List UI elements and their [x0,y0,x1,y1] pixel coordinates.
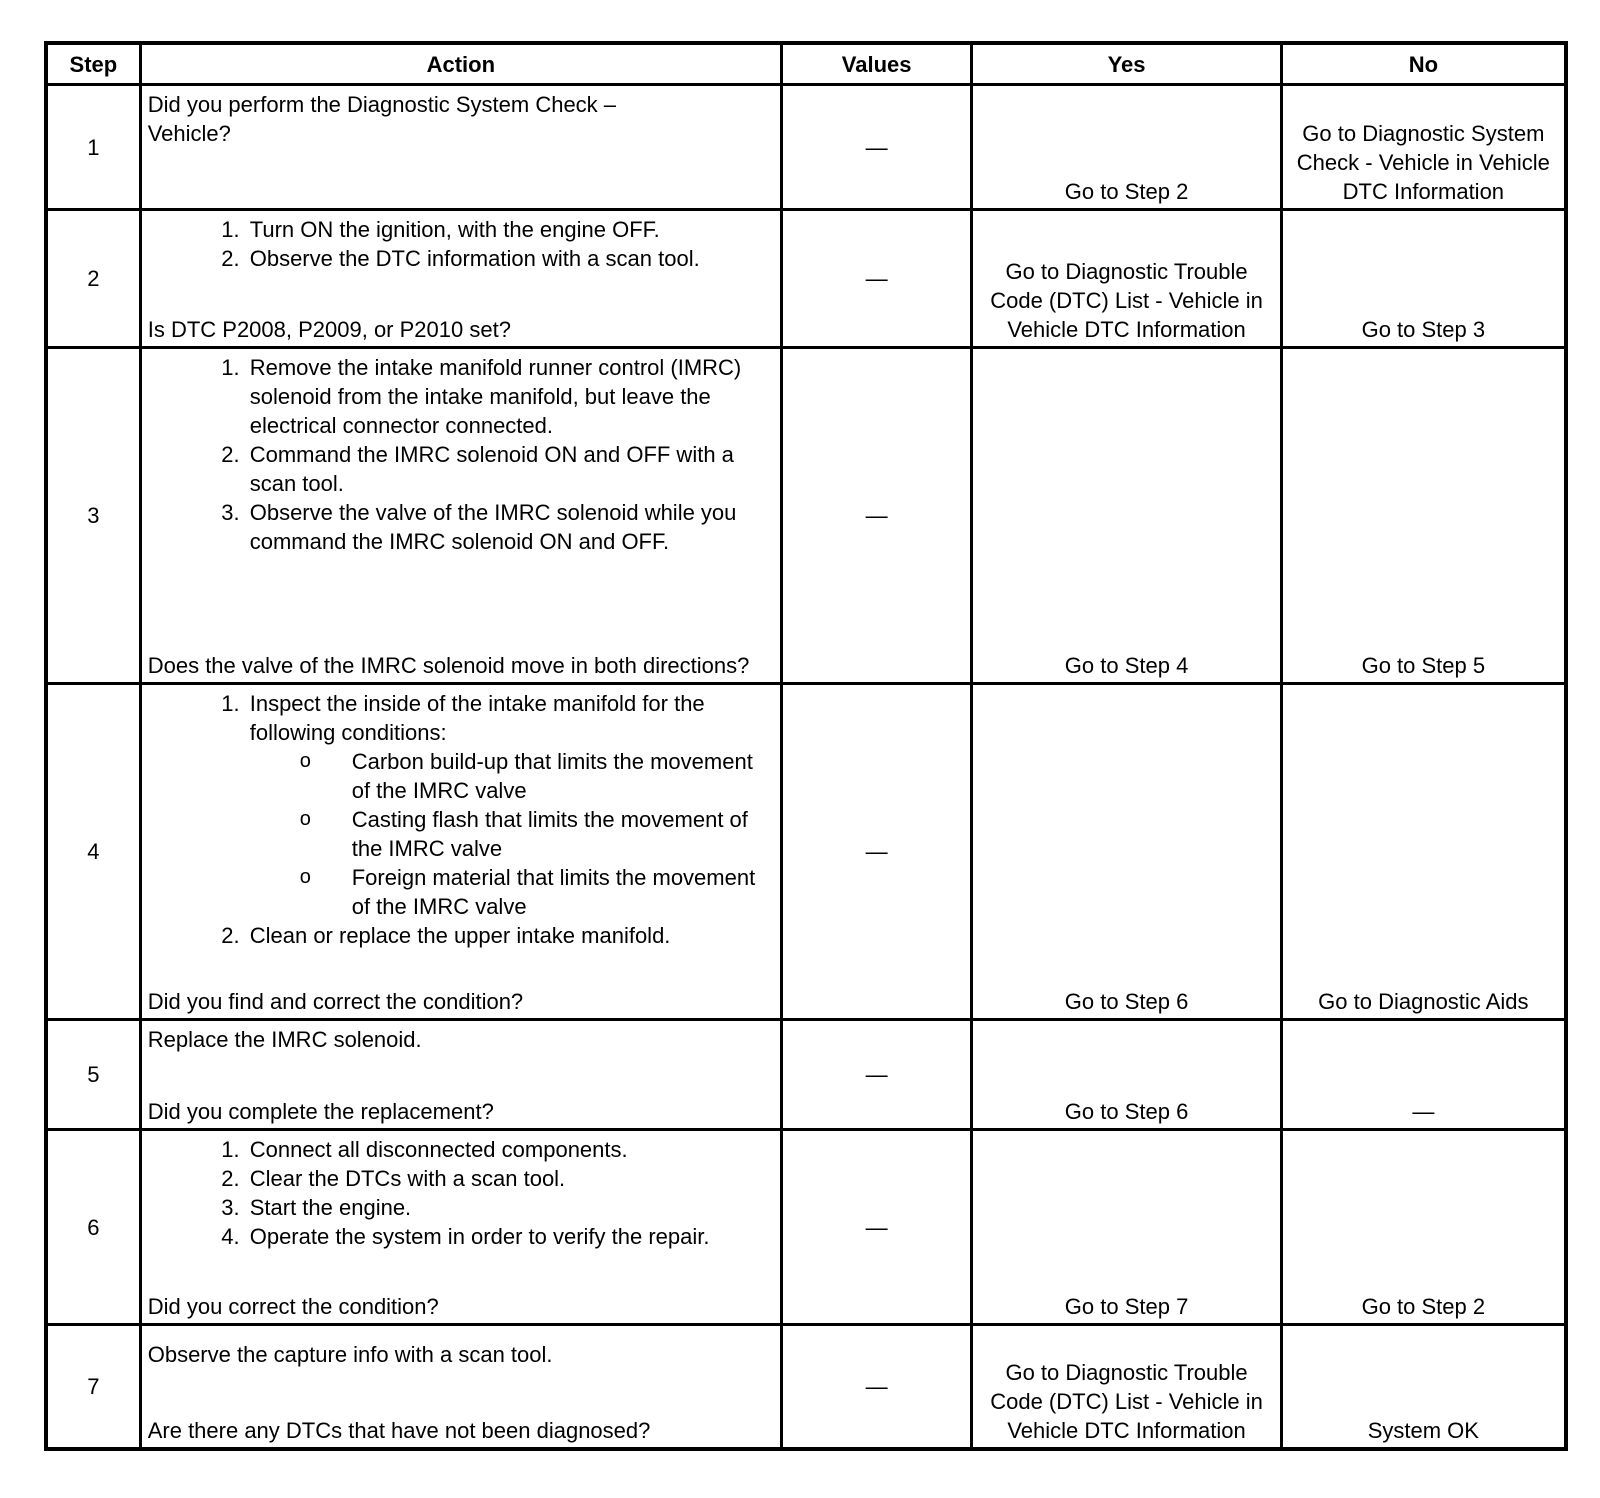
step-number: 1 [46,85,140,210]
list-item: 2. Command the IMRC solenoid ON and OFF with a scan tool. [246,440,774,498]
no-cell: System OK [1281,1325,1566,1449]
list-item: 2. Clear the DTCs with a scan tool. [246,1164,774,1193]
step-number: 5 [46,1020,140,1130]
sub-list-item-text: Foreign material that limits the movement of the IMRC valve [351,865,756,919]
values-cell: — [781,1020,972,1130]
no-cell: Go to Step 3 [1281,210,1566,348]
action-cell [140,85,781,210]
bullet-icon: o [299,866,311,888]
list-item: 1. Connect all disconnected components. [246,1135,774,1164]
yes-cell: Go to Step 6 [972,684,1281,1020]
list-item: 1. Turn ON the ignition, with the engine OFF. [246,215,774,244]
bullet-icon: o [299,750,311,772]
action-cell [140,348,781,684]
instruction-list [148,689,774,950]
action-text: Did you perform the Diagnostic System Check – Vehicle? [147,92,617,146]
question-text: Are there any DTCs that have not been diagnosed? [147,1417,651,1443]
instruction-list [148,353,774,556]
step-number: 4 [46,684,140,1020]
action-cell [140,684,781,1020]
list-item: 2. Observe the DTC information with a scan tool. [246,244,774,273]
yes-cell: Go to Step 6 [972,1020,1281,1130]
list-item: 1. Remove the intake manifold runner control (IMRC) solenoid from the intake manifold, but leave the electrical connector connected. [246,353,774,440]
sub-list-item [299,747,774,805]
list-item: 3. Observe the valve of the IMRC solenoid while you command the IMRC solenoid ON and OFF. [246,498,774,556]
table-row [46,1130,1566,1325]
values-cell: — [781,210,972,348]
table-row [46,85,1566,210]
list-item-text: Inspect the inside of the intake manifold for the following conditions: [249,691,705,745]
table-row [46,684,1566,1020]
header-no: No [1281,43,1566,85]
header-action: Action [140,43,781,85]
header-yes: Yes [972,43,1281,85]
instruction-list [148,1135,774,1251]
step-number: 3 [46,348,140,684]
yes-cell: Go to Step 2 [972,85,1281,210]
values-cell: — [781,684,972,1020]
sub-list-item [299,863,774,921]
list-item [246,689,774,921]
yes-cell: Go to Diagnostic Trouble Code (DTC) List - Vehicle in Vehicle DTC Information [972,210,1281,348]
sub-list-item [299,805,774,863]
step-number: 7 [46,1325,140,1449]
condition-list [250,747,774,921]
action-text: Observe the capture info with a scan tool. [147,1342,553,1367]
header-step: Step [46,43,140,85]
list-item: 2. Clean or replace the upper intake manifold. [246,921,774,950]
table-row [46,1020,1566,1130]
step-number: 6 [46,1130,140,1325]
yes-cell: Go to Step 7 [972,1130,1281,1325]
values-cell: — [781,1325,972,1449]
table-row [46,1325,1566,1449]
yes-cell: Go to Step 4 [972,348,1281,684]
header-values: Values [781,43,972,85]
question-text: Is DTC P2008, P2009, or P2010 set? [147,317,511,342]
no-cell: Go to Diagnostic System Check - Vehicle in Vehicle DTC Information [1281,85,1566,210]
no-cell: Go to Step 2 [1281,1130,1566,1325]
no-cell: Go to Diagnostic Aids [1281,684,1566,1020]
question-text: Did you complete the replacement? [147,1099,494,1124]
bullet-icon: o [299,808,311,830]
step-number: 2 [46,210,140,348]
no-cell: Go to Step 5 [1281,348,1566,684]
header-row [46,43,1566,85]
action-cell [140,1325,781,1449]
sub-list-item-text: Casting flash that limits the movement of the IMRC valve [351,807,748,861]
action-cell [140,210,781,348]
action-text: Replace the IMRC solenoid. [147,1027,422,1052]
question-text: Does the valve of the IMRC solenoid move in both directions? [147,653,750,678]
yes-cell: Go to Diagnostic Trouble Code (DTC) List - Vehicle in Vehicle DTC Information [972,1325,1281,1449]
diagnostic-table [44,41,1568,1451]
values-cell: — [781,1130,972,1325]
instruction-list [148,215,774,273]
question-text: Did you find and correct the condition? [147,989,524,1014]
values-cell: — [781,85,972,210]
no-cell: — [1281,1020,1566,1130]
action-cell [140,1130,781,1325]
list-item: 4. Operate the system in order to verify the repair. [246,1222,774,1251]
table-row [46,348,1566,684]
question-text: Did you correct the condition? [147,1294,439,1319]
action-cell [140,1020,781,1130]
sub-list-item-text: Carbon build-up that limits the movement of the IMRC valve [351,749,753,803]
table-row [46,210,1566,348]
list-item: 3. Start the engine. [246,1193,774,1222]
values-cell: — [781,348,972,684]
